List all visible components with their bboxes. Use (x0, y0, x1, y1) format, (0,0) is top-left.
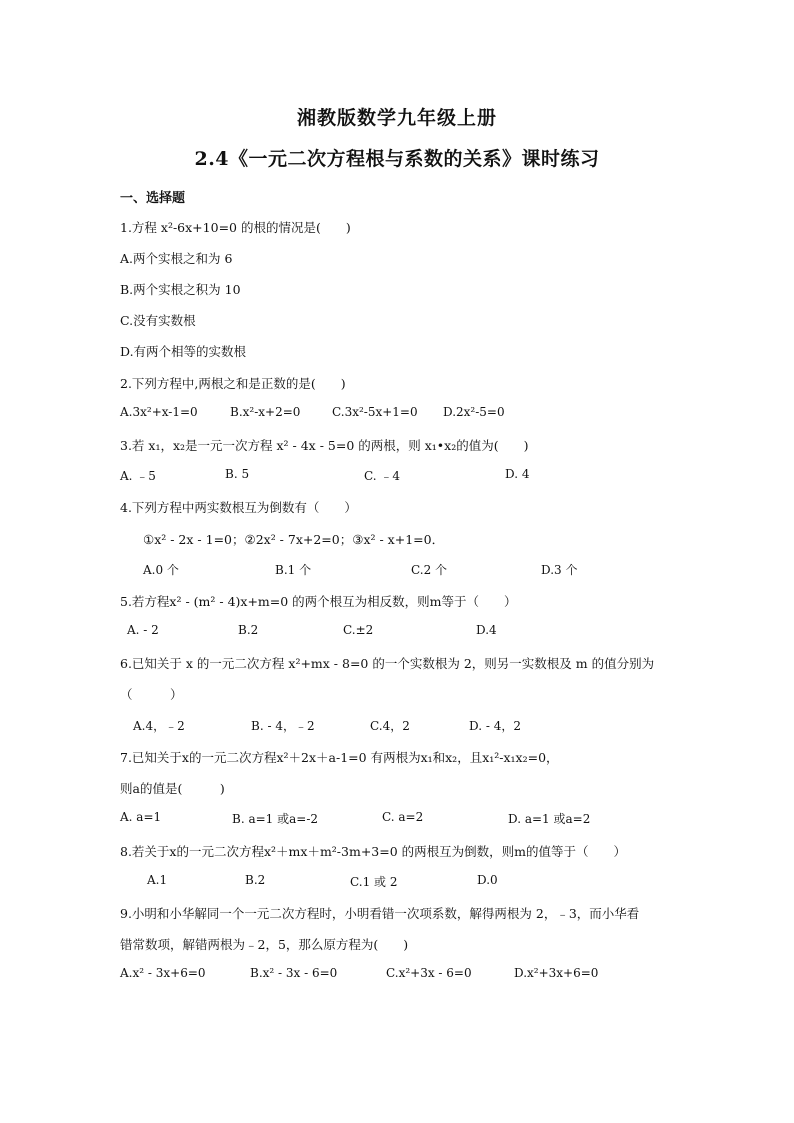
q2-option-b: B.x²-x+2=0 (230, 405, 301, 419)
q6-option-b: B. - 4，﹣2 (251, 719, 315, 733)
q9-option-c: C.x²+3x - 6=0 (386, 966, 472, 980)
q4-option-b: B.1 个 (275, 563, 312, 577)
q2-option-c: C.3x²-5x+1=0 (332, 405, 418, 419)
q3-option-b: B. 5 (225, 467, 250, 481)
q7-option-d: D. a=1 或a=2 (508, 812, 591, 826)
q5-option-b: B.2 (238, 623, 259, 637)
q1-option-a: A.两个实根之和为 6 (120, 251, 233, 266)
q9-option-a: A.x² - 3x+6=0 (120, 966, 206, 980)
q6-option-c: C.4，2 (370, 719, 410, 733)
q9-stem: 9.小明和小华解同一个一元二次方程时，小明看错一次项系数，解得两根为 2，﹣3，而小华看 (120, 906, 640, 921)
section-heading: 一、选择题 (120, 191, 186, 206)
doc-title: 湘教版数学九年级上册 (296, 107, 497, 129)
q4-option-d: D.3 个 (541, 563, 578, 577)
q7-option-b: B. a=1 或a=-2 (232, 812, 319, 826)
q7-option-c: C. a=2 (382, 810, 424, 824)
q1-option-c: C.没有实数根 (120, 313, 196, 328)
q7-stem-cont: 则a的值是( ) (120, 781, 225, 796)
q4-equations: ①x² - 2x - 1=0；②2x² - 7x+2=0；③x² - x+1=0． (143, 532, 445, 547)
q9-option-d: D.x²+3x+6=0 (514, 966, 599, 980)
q3-option-d: D. 4 (505, 467, 530, 481)
q7-stem: 7.已知关于x的一元二次方程x²＋2x＋a-1=0 有两根为x₁和x₂，且x₁²-x₁x₂=0， (120, 750, 559, 765)
q8-stem: 8.若关于x的一元二次方程x²＋mx＋m²-3m+3=0 的两根互为倒数，则m的值等于（ ） (120, 844, 627, 859)
q8-option-c: C.1 或 2 (350, 875, 398, 889)
q3-option-c: C. ﹣4 (364, 469, 401, 483)
q6-option-d: D. - 4，2 (469, 719, 521, 733)
q8-option-d: D.0 (477, 873, 498, 887)
q2-option-d: D.2x²-5=0 (443, 405, 505, 419)
q6-stem-cont: （ ） (120, 687, 183, 702)
q8-option-a: A.1 (147, 873, 168, 887)
q4-option-a: A.0 个 (143, 563, 179, 577)
q4-option-c: C.2 个 (411, 563, 448, 577)
q4-stem: 4.下列方程中两实数根互为倒数有（ ） (120, 500, 357, 515)
q7-option-a: A. a=1 (120, 810, 162, 824)
q9-option-b: B.x² - 3x - 6=0 (250, 966, 338, 980)
q5-option-d: D.4 (476, 623, 497, 637)
q1-option-d: D.有两个相等的实数根 (120, 344, 247, 359)
q8-option-b: B.2 (245, 873, 266, 887)
q9-stem-cont: 错常数项，解错两根为﹣2，5，那么原方程为( ) (120, 937, 409, 952)
q1-stem: 1.方程 x²-6x+10=0 的根的情况是( ) (120, 220, 351, 235)
q2-stem: 2.下列方程中,两根之和是正数的是( ) (120, 376, 346, 391)
q3-stem: 3.若 x₁，x₂是一元一次方程 x² - 4x - 5=0 的两根，则 x₁•x₂的值为( ) (120, 438, 529, 453)
q6-option-a: A.4，﹣2 (133, 719, 185, 733)
q6-stem: 6.已知关于 x 的一元二次方程 x²+mx - 8=0 的一个实数根为 2，则另一实数根及 m 的值分别为 (120, 656, 655, 671)
doc-subtitle: 2.4《一元二次方程根与系数的关系》课时练习 (194, 148, 600, 170)
q5-option-a: A. - 2 (127, 623, 159, 637)
q5-stem: 5.若方程x² - (m² - 4)x+m=0 的两个根互为相反数，则m等于（ ） (120, 594, 517, 609)
q1-option-b: B.两个实根之积为 10 (120, 282, 241, 297)
q5-option-c: C.±2 (343, 623, 374, 637)
q2-option-a: A.3x²+x-1=0 (120, 405, 198, 419)
q3-option-a: A. ﹣5 (120, 469, 156, 483)
